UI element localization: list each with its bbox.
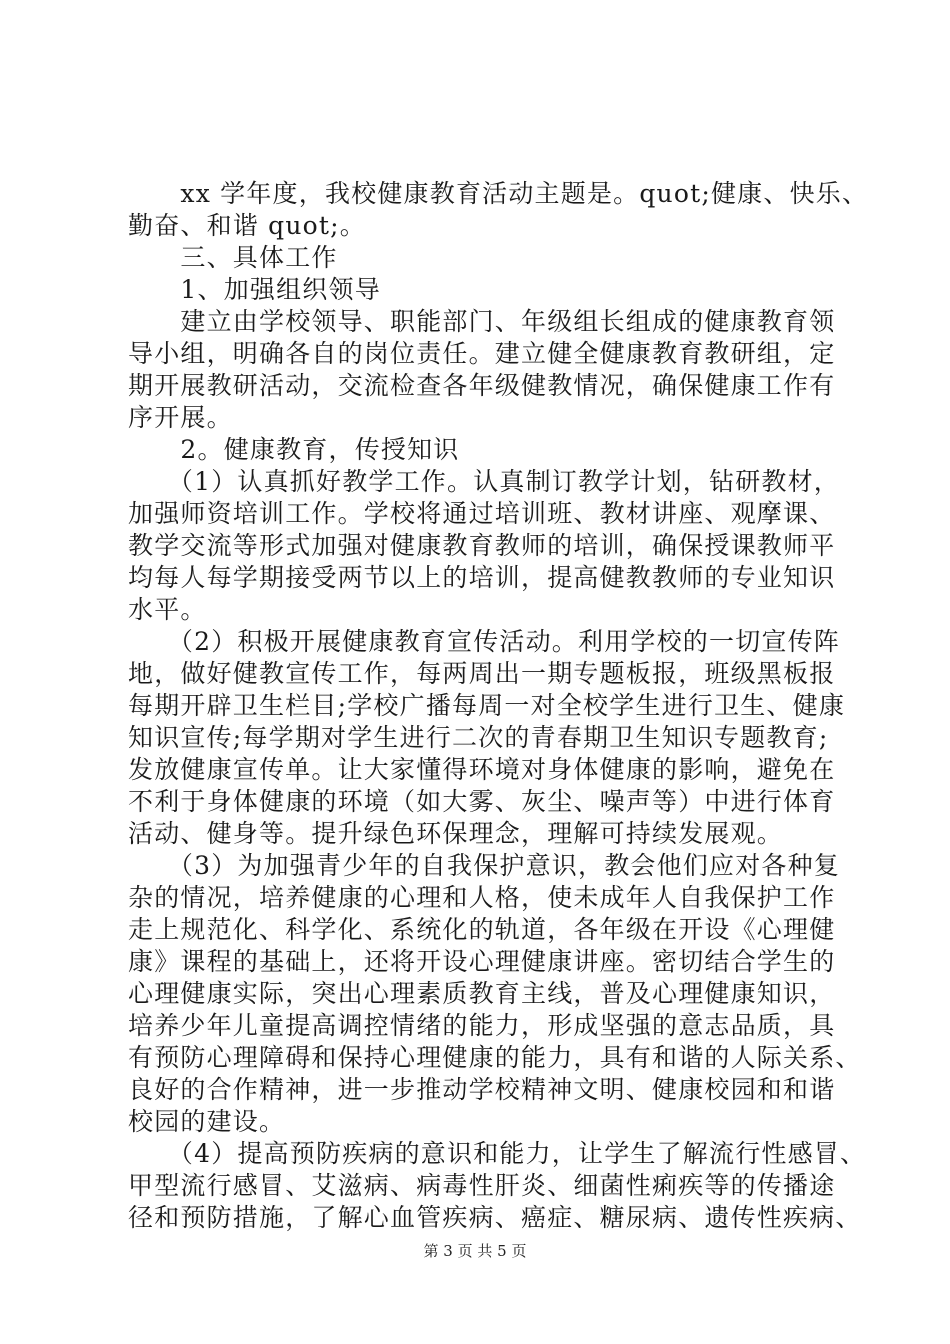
- text-line: 校园的建设。: [128, 1107, 286, 1136]
- text-line: 三、具体工作: [128, 243, 338, 272]
- text-line: 每期开辟卫生栏目;学校广播每周一对全校学生进行卫生、健康: [128, 691, 846, 720]
- text-line: 心理健康实际，突出心理素质教育主线，普及心理健康知识，: [128, 979, 836, 1008]
- text-line: 加强师资培训工作。学校将通过培训班、教材讲座、观摩课、: [128, 499, 836, 528]
- text-line: 甲型流行感冒、艾滋病、病毒性肝炎、细菌性痢疾等的传播途: [128, 1171, 836, 1200]
- text-line: 培养少年儿童提高调控情绪的能力，形成坚强的意志品质，具: [128, 1011, 836, 1040]
- text-line: 勤奋、和谐 quot;。: [128, 211, 366, 240]
- page-number-footer: 第 3 页 共 5 页: [423, 1242, 527, 1260]
- text-line: 2。健康教育，传授知识: [128, 435, 460, 464]
- text-line: （3）为加强青少年的自我保护意识，教会他们应对各种复: [128, 851, 841, 880]
- text-line: 径和预防措施，了解心血管疾病、癌症、糖尿病、遗传性疾病、: [128, 1203, 862, 1232]
- text-line: 期开展教研活动，交流检查各年级健教情况，确保健康工作有: [128, 371, 836, 400]
- text-line: （1）认真抓好教学工作。认真制订教学计划，钻研教材，: [128, 467, 841, 496]
- text-line: 1、加强组织领导: [128, 275, 381, 304]
- text-line: 建立由学校领导、职能部门、年级组长组成的健康教育领: [128, 307, 836, 336]
- text-line: 地，做好健教宣传工作，每两周出一期专题板报，班级黑板报: [128, 659, 836, 688]
- text-line: （2）积极开展健康教育宣传活动。利用学校的一切宣传阵: [128, 627, 841, 656]
- text-line: 水平。: [128, 595, 207, 624]
- text-line: 不利于身体健康的环境（如大雾、灰尘、噪声等）中进行体育: [128, 787, 836, 816]
- text-line: 序开展。: [128, 403, 233, 432]
- text-line: 教学交流等形式加强对健康教育教师的培训，确保授课教师平: [128, 531, 836, 560]
- text-line: 康》课程的基础上，还将开设心理健康讲座。密切结合学生的: [128, 947, 836, 976]
- text-line: 导小组，明确各自的岗位责任。建立健全健康教育教研组，定: [128, 339, 836, 368]
- text-line: xx 学年度，我校健康教育活动主题是。quot;健康、快乐、: [128, 179, 869, 208]
- text-line: 杂的情况，培养健康的心理和人格，使未成年人自我保护工作: [128, 883, 836, 912]
- text-line: 均每人每学期接受两节以上的培训，提高健教教师的专业知识: [128, 563, 836, 592]
- text-line: 走上规范化、科学化、系统化的轨道，各年级在开设《心理健: [128, 915, 836, 944]
- text-line: 活动、健身等。提升绿色环保理念，理解可持续发展观。: [128, 819, 784, 848]
- text-line: 发放健康宣传单。让大家懂得环境对身体健康的影响，避免在: [128, 755, 836, 784]
- text-line: （4）提高预防疾病的意识和能力，让学生了解流行性感冒、: [128, 1139, 867, 1168]
- text-line: 良好的合作精神，进一步推动学校精神文明、健康校园和和谐: [128, 1075, 836, 1104]
- text-line: 知识宣传;每学期对学生进行二次的青春期卫生知识专题教育;: [128, 723, 829, 752]
- text-line: 有预防心理障碍和保持心理健康的能力，具有和谐的人际关系、: [128, 1043, 862, 1072]
